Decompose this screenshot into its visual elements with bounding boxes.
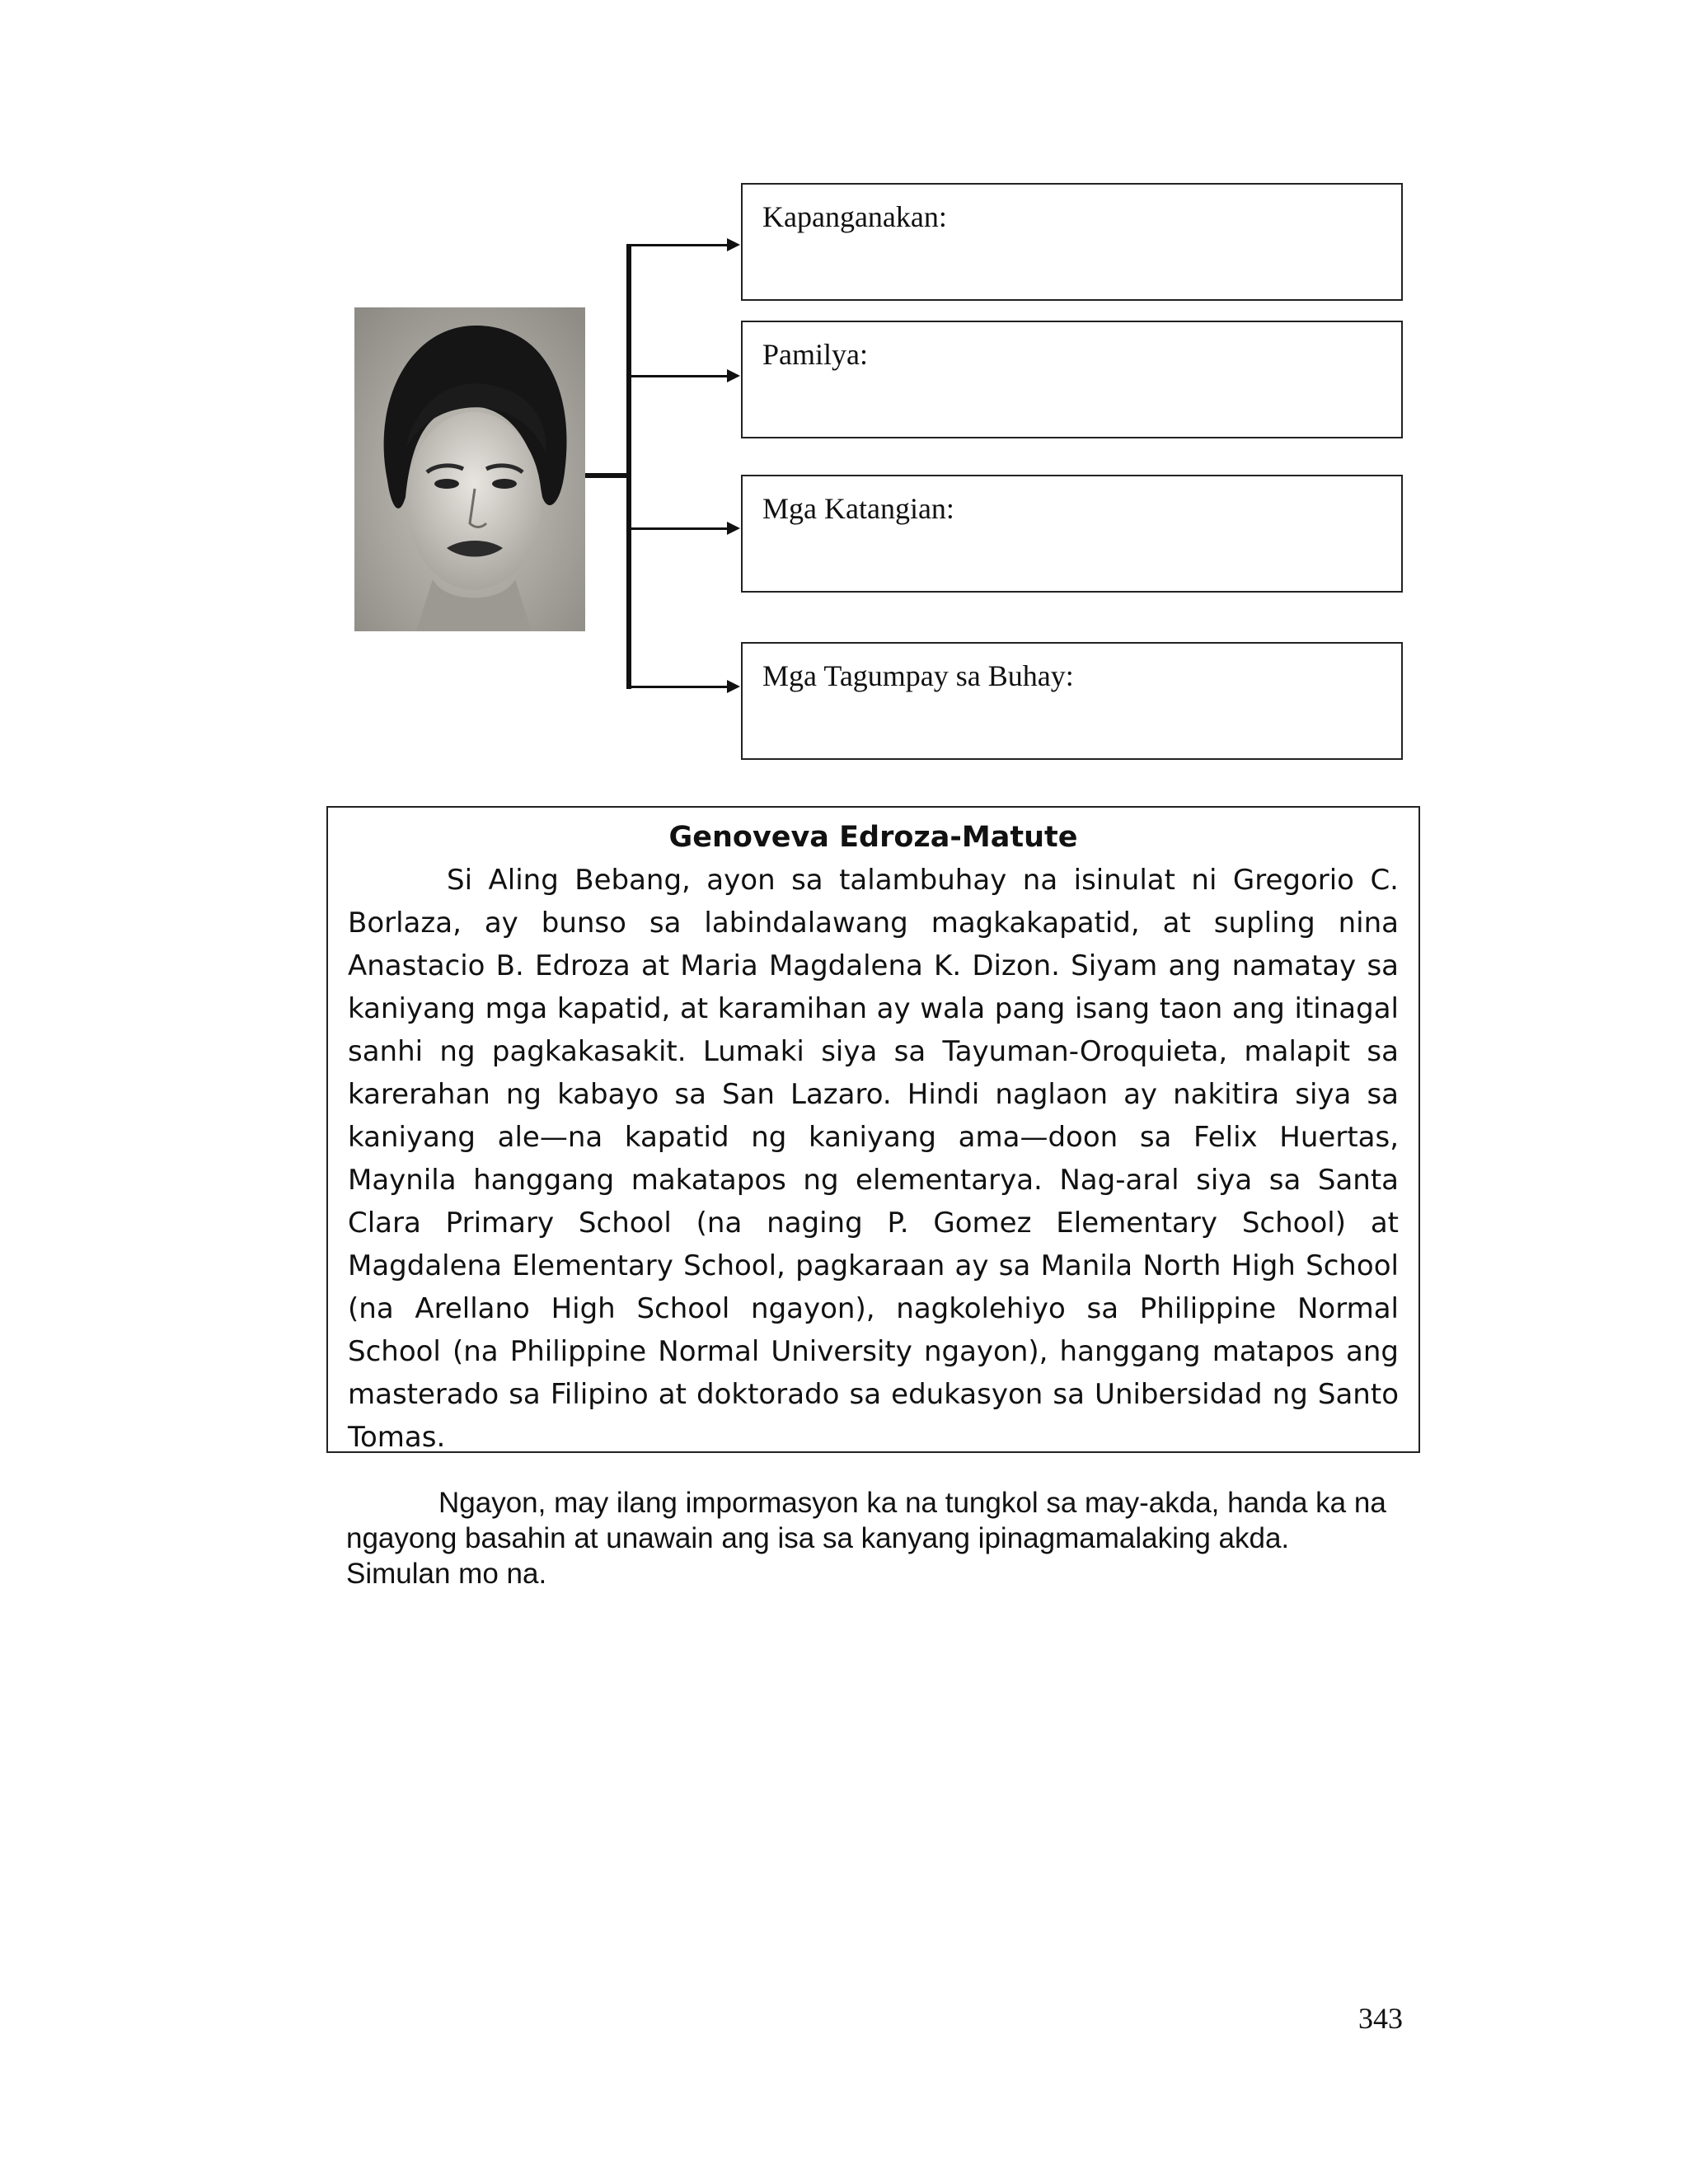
arrow-head-4 (727, 680, 740, 693)
connector-stub (585, 473, 628, 478)
field-box-pamilya[interactable] (741, 321, 1403, 438)
field-box-mga-katangian[interactable] (741, 475, 1403, 593)
field-box-kapanganakan[interactable] (741, 183, 1403, 301)
arrow-head-3 (727, 522, 740, 535)
biography-title: Genoveva Edroza-Matute (668, 821, 1078, 854)
connector-branch-2 (626, 375, 729, 377)
connector-branch-4 (626, 686, 729, 688)
field-label: Mga Tagumpay sa Buhay: (762, 659, 1074, 692)
field-label: Mga Katangian: (762, 492, 954, 525)
field-label: Kapanganakan: (762, 200, 947, 233)
arrow-head-1 (727, 238, 740, 251)
field-label: Pamilya: (762, 338, 868, 371)
closing-paragraph: Ngayon, may ilang impormasyon ka na tungkol sa may-akda, handa ka na ngayong basahin at unawain ang isa sa kanyang ipinagmamalaking akda. Simulan mo na. (346, 1487, 1386, 1590)
page-number: 343 (1358, 2002, 1403, 2035)
field-box-mga-tagumpay[interactable] (741, 642, 1403, 760)
connector-trunk (626, 244, 631, 689)
arrow-head-2 (727, 369, 740, 382)
connector-branch-3 (626, 527, 729, 530)
connector-branch-1 (626, 244, 729, 246)
author-portrait (354, 307, 585, 631)
biography-box (326, 806, 1420, 1453)
biography-text: Si Aling Bebang, ayon sa talambuhay na isinulat ni Gregorio C. Borlaza, ay bunso sa labindalawang magkakapatid, at supling nina Anastacio B. Edroza at Maria Magdalena K. Dizon. Siyam ang namatay sa kaniyang mga kapatid, at karamihan ay wala pang isang taon ang itinagal sanhi ng pagkakasakit. Lumaki siya sa Tayuman-Oroquieta, malapit sa karerahan ng kabayo sa San Lazaro. Hindi naglaon ay nakitira siya sa kaniyang ale—na kapatid ng kaniyang ama—doon sa Felix Huertas, Maynila hanggang makatapos ng elementarya. Nag-aral siya sa Santa Clara Primary School (na naging P. Gomez Elementary School) at Magdalena Elementary School, pagkaraan ay sa Manila North High School (na Arellano High School ngayon), nagkolehiyo sa Philippine Normal School (na Philippine Normal University ngayon), hanggang matapos ang masterado sa Filipino at doktorado sa edukasyon sa Unibersidad ng Santo Tomas. (348, 864, 1399, 1454)
